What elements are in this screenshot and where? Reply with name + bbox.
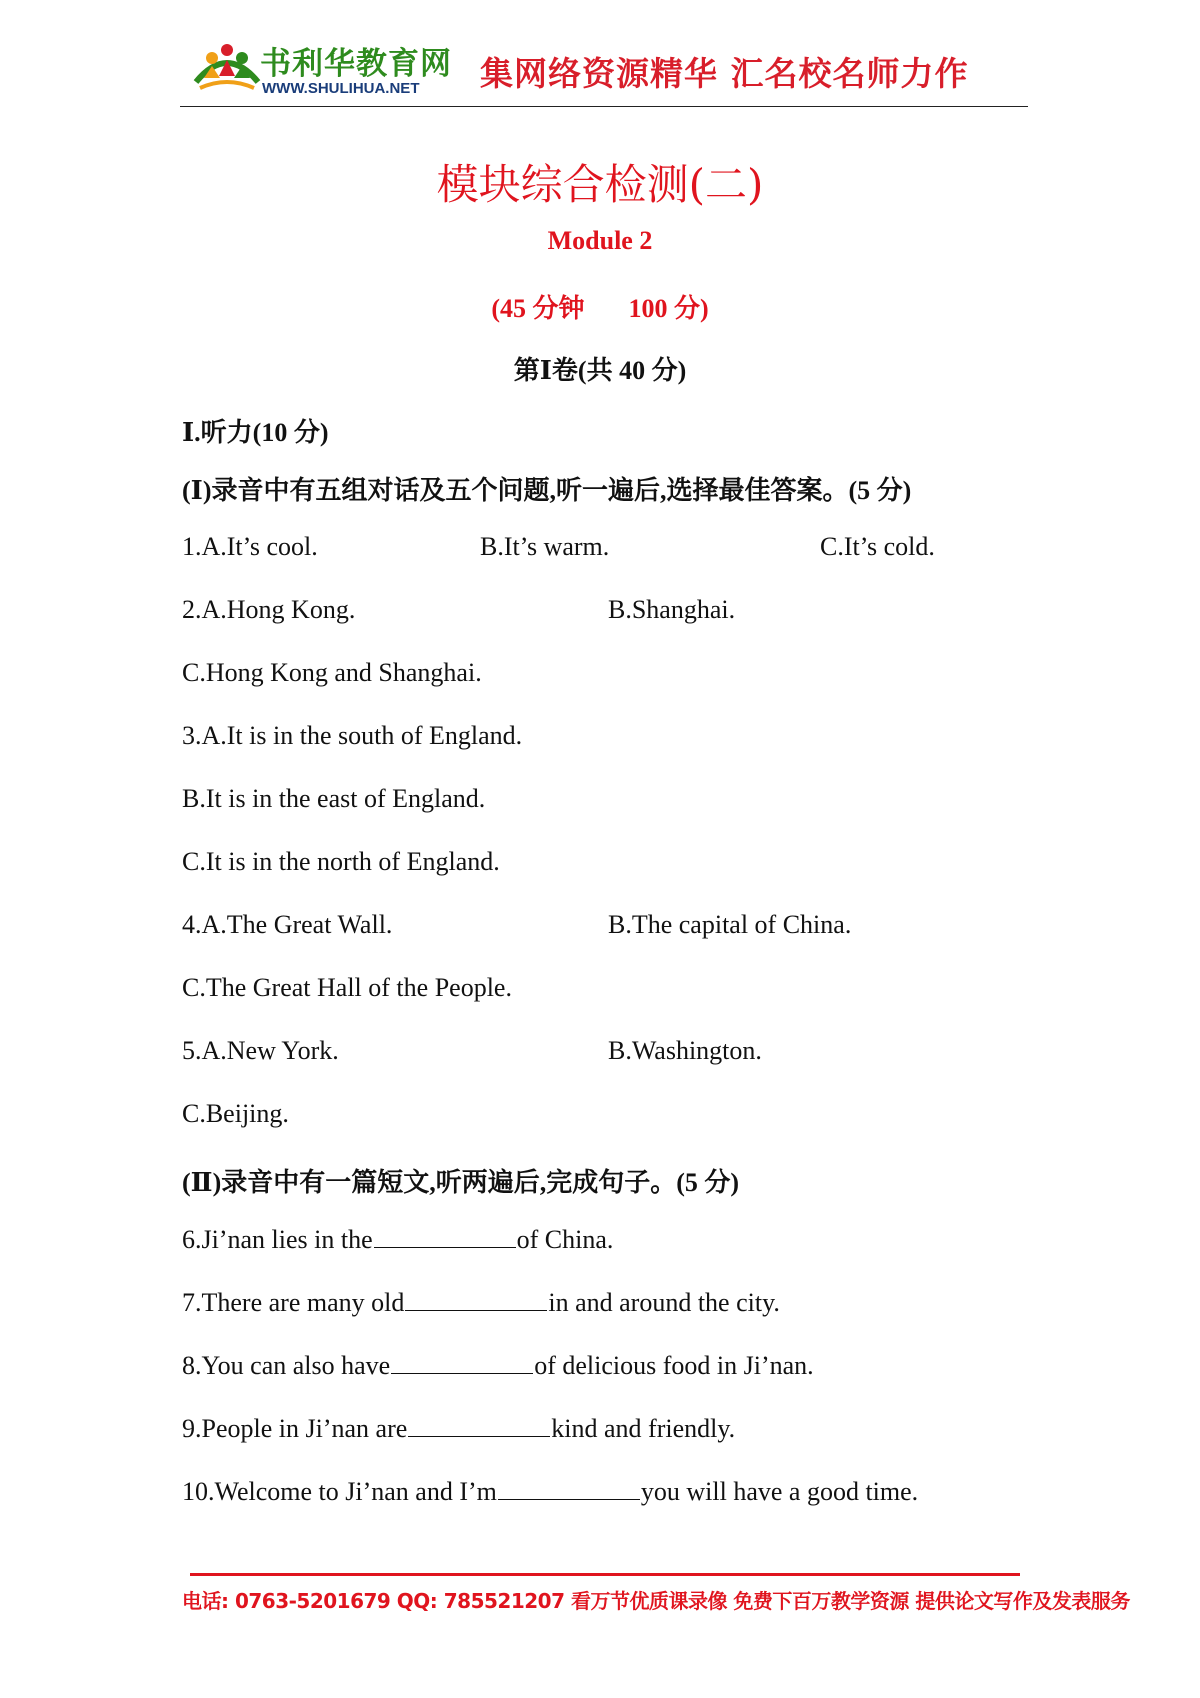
- time-limit: (45 分钟: [491, 294, 585, 323]
- q1-option-c: C.It’s cold.: [820, 532, 935, 561]
- header-divider: [180, 106, 1028, 107]
- site-url: WWW.SHULIHUA.NET: [262, 80, 420, 97]
- q6-blank[interactable]: [374, 1225, 516, 1248]
- site-name: 书利华教育网: [260, 46, 452, 82]
- q9-pre: 9.People in Ji’nan are: [182, 1414, 408, 1443]
- q7-sentence: [182, 1288, 780, 1318]
- q5-option-b: B.Washington.: [608, 1036, 762, 1065]
- q5-option-a: 5.A.New York.: [182, 1036, 339, 1065]
- q8-post: of delicious food in Ji’nan.: [534, 1351, 814, 1380]
- q3-option-c: C.It is in the north of England.: [182, 847, 500, 876]
- q1-option-b: B.It’s warm.: [480, 532, 610, 561]
- sub-instruction-1: (Ⅰ)录音中有五组对话及五个问题,听一遍后,选择最佳答案。(5 分): [182, 476, 912, 505]
- part-title: 第Ⅰ卷(共 40 分): [513, 356, 687, 385]
- page-title: 模块综合检测(二): [436, 160, 764, 209]
- q9-post: kind and friendly.: [551, 1414, 736, 1443]
- footer-divider: [190, 1573, 1020, 1576]
- q5-option-c: C.Beijing.: [182, 1099, 289, 1128]
- sub-instruction-2: (Ⅱ)录音中有一篇短文,听两遍后,完成句子。(5 分): [182, 1168, 740, 1197]
- q4-option-b: B.The capital of China.: [608, 910, 852, 939]
- q6-post: of China.: [516, 1225, 614, 1254]
- q10-pre: 10.Welcome to Ji’nan and I’m: [182, 1477, 497, 1506]
- q8-blank[interactable]: [391, 1351, 533, 1374]
- q6-pre: 6.Ji’nan lies in the: [182, 1225, 373, 1254]
- logo-icon: [192, 36, 262, 96]
- time-score: [0, 288, 1200, 325]
- module-label: Module 2: [547, 226, 653, 255]
- q6-sentence: [182, 1225, 613, 1255]
- q10-post: you will have a good time.: [640, 1477, 919, 1506]
- q1-option-a: 1.A.It’s cool.: [182, 532, 318, 561]
- site-header: [180, 28, 1028, 108]
- q7-pre: 7.There are many old: [182, 1288, 405, 1317]
- q2-option-a: 2.A.Hong Kong.: [182, 595, 356, 624]
- q3-option-a: 3.A.It is in the south of England.: [182, 721, 523, 750]
- q9-sentence: [182, 1414, 735, 1444]
- footer-contact: 电话: 0763-5201679 QQ: 785521207 看万节优质课录像 免费下百万教学资源 提供论文写作及发表服务: [182, 1589, 1130, 1613]
- q4-option-a: 4.A.The Great Wall.: [182, 910, 393, 939]
- q7-post: in and around the city.: [548, 1288, 780, 1317]
- section-heading: Ⅰ.听力(10 分): [182, 418, 329, 447]
- q10-blank[interactable]: [498, 1477, 640, 1500]
- q4-option-c: C.The Great Hall of the People.: [182, 973, 512, 1002]
- q9-blank[interactable]: [408, 1414, 550, 1437]
- q2-option-b: B.Shanghai.: [608, 595, 736, 624]
- site-slogan: 集网络资源精华 汇名校名师力作: [480, 54, 969, 93]
- total-score: 100 分): [628, 294, 709, 323]
- q7-blank[interactable]: [405, 1288, 547, 1311]
- q10-sentence: [182, 1477, 918, 1507]
- q8-sentence: [182, 1351, 814, 1381]
- q3-option-b: B.It is in the east of England.: [182, 784, 486, 813]
- q2-option-c: C.Hong Kong and Shanghai.: [182, 658, 482, 687]
- q8-pre: 8.You can also have: [182, 1351, 391, 1380]
